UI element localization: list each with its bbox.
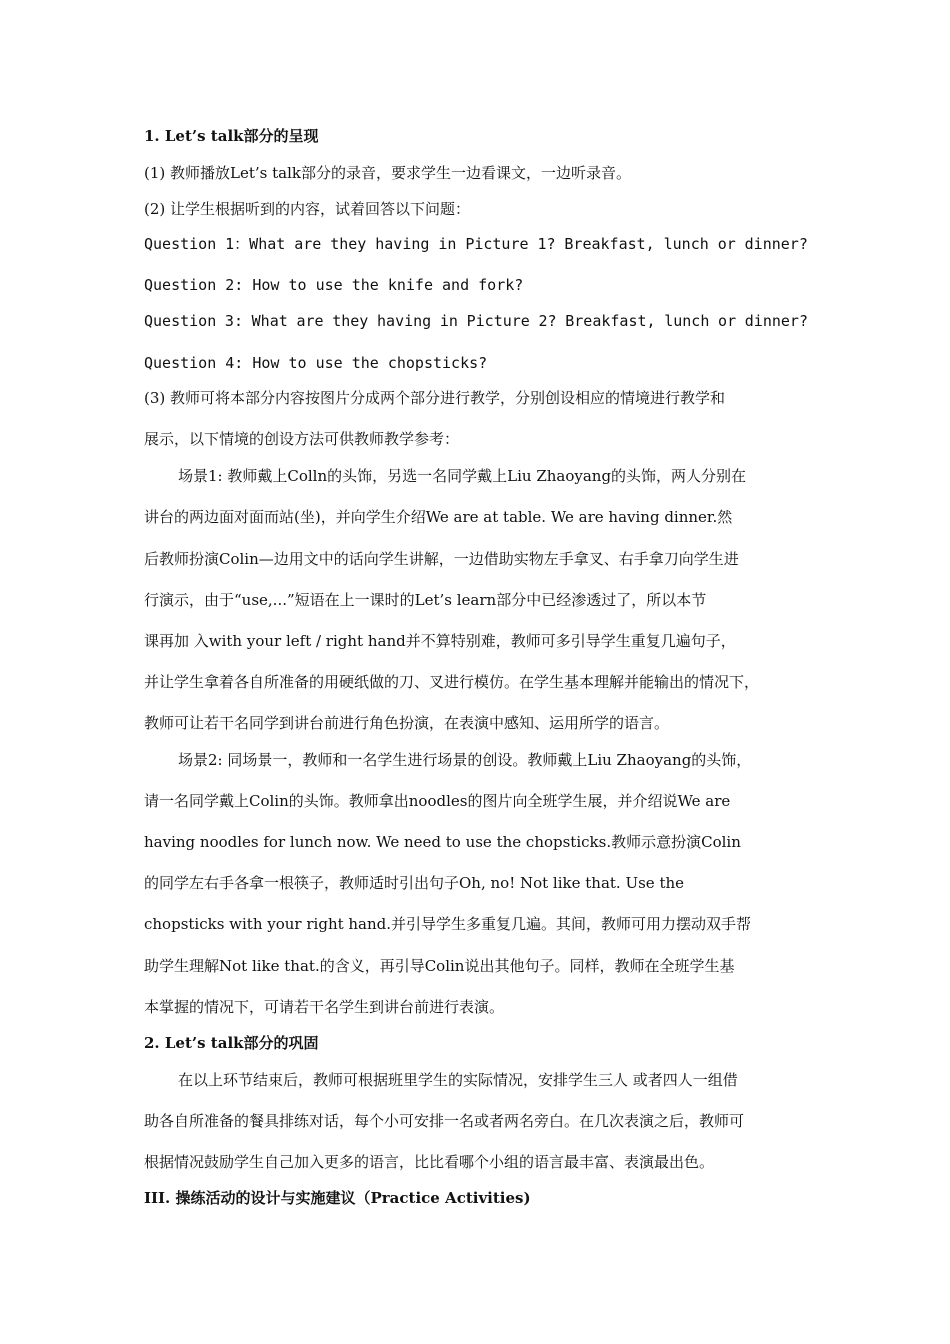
- scene-1-line: 课再加 入with your left / right hand并不算特别难，教师可多引导学生重复几遍句子，: [144, 632, 736, 650]
- consolidation-line: 助各自所准备的餐具排练对话，每个小可安排一名或者两名旁白。在几次表演之后，教师可: [144, 1112, 745, 1130]
- question-2: Question 2: How to use the knife and fork?: [144, 276, 524, 294]
- word: or: [717, 235, 736, 253]
- word: are: [294, 235, 322, 253]
- word: Picture: [465, 235, 529, 253]
- word: Breakfast,: [564, 235, 655, 253]
- word: dinner?: [744, 235, 808, 253]
- word: they: [332, 312, 369, 330]
- word: Breakfast,: [565, 312, 656, 330]
- step-3-line-2: 展示，以下情境的创设方法可供教师教学参考：: [144, 430, 460, 448]
- question-1: [144, 233, 808, 255]
- scene-2-line: having noodles for lunch now. We need to use the chopsticks.教师示意扮演Colin: [144, 833, 741, 851]
- step-1-text: (1) 教师播放Let’s talk部分的录音，要求学生一边看课文，一边听录音。: [144, 164, 631, 182]
- word: Question: [144, 312, 217, 330]
- word: Picture: [466, 312, 530, 330]
- section-heading-talk-consolidation: 2. Let’s talk部分的巩固: [144, 1034, 319, 1052]
- word: dinner?: [744, 312, 808, 330]
- scene-1-line: 讲台的两边面对面而站(坐)，并向学生介绍We are at table. We are having dinner.然: [144, 508, 733, 526]
- scene-2-line: 助学生理解Not like that.的含义，再引导Colin说出其他句子。同样，教师在全班学生基: [144, 957, 735, 975]
- word: or: [718, 312, 737, 330]
- word: lunch: [664, 312, 710, 330]
- step-3-line-1: (3) 教师可将本部分内容按图片分成两个部分进行教学，分别创设相应的情境进行教学和: [144, 389, 726, 407]
- question-4: Question 4: How to use the chopsticks?: [144, 354, 488, 372]
- word: Question: [144, 235, 217, 253]
- word: having: [375, 235, 430, 253]
- scene-1-line: 行演示，由于“use,...”短语在上一课时的Let’s learn部分中已经渗透过了，所以本节: [144, 591, 707, 609]
- scene-2-line: 的同学左右手各拿一根筷子，教师适时引出句子Oh, no! Not like that. Use the: [144, 874, 685, 892]
- scene-1-line: 教师可让若干名同学到讲台前进行角色扮演，在表演中感知、运用所学的语言。: [144, 714, 670, 732]
- scene-2-line: 请一名同学戴上Colin的头饰。教师拿出noodles的图片向全班学生展，并介绍说We are: [144, 792, 731, 810]
- scene-2-line: 本掌握的情况下，可请若干名学生到讲台前进行表演。: [144, 998, 505, 1016]
- word: having: [377, 312, 432, 330]
- consolidation-line: 在以上环节结束后，教师可根据班里学生的实际情况，安排学生三人 或者四人一组借: [178, 1071, 738, 1089]
- section-heading-talk-presentation: 1. Let’s talk部分的呈现: [144, 127, 319, 145]
- word: 1?: [537, 235, 556, 253]
- question-3: [144, 310, 808, 332]
- step-2-text: (2) 让学生根据听到的内容，试着回答以下问题：: [144, 200, 471, 218]
- section-heading-practice-activities: III. 操练活动的设计与实施建议（Practice Activities): [144, 1189, 531, 1207]
- consolidation-line: 根据情况鼓励学生自己加入更多的语言，比比看哪个小组的语言最丰富、表演最出色。: [144, 1153, 715, 1171]
- scene-1-line: 后教师扮演Colin—边用文中的话向学生讲解，一边借助实物左手拿叉、右手拿刀向学生进: [144, 550, 739, 568]
- scene-2-line: chopsticks with your right hand.并引导学生多重复几遍。其间，教师可用力摆动双手帮: [144, 915, 752, 933]
- word: are: [296, 312, 324, 330]
- word: they: [330, 235, 367, 253]
- word: in: [438, 235, 457, 253]
- word: lunch: [663, 235, 709, 253]
- word: What: [251, 312, 288, 330]
- word: in: [439, 312, 458, 330]
- scene-1-line: 并让学生拿着各自所准备的用硬纸做的刀、叉进行模仿。在学生基本理解并能输出的情况下，: [144, 673, 760, 691]
- scene-2-line: 场景2: 同场景一，教师和一名学生进行场景的创设。教师戴上Liu Zhaoyang的头饰，: [178, 751, 752, 769]
- word: 1：What: [225, 235, 286, 253]
- word: 2?: [538, 312, 557, 330]
- scene-1-line: 场景1: 教师戴上Colln的头饰，另选一名同学戴上Liu Zhaoyang的头饰，两人分别在: [178, 467, 747, 485]
- word: 3:: [224, 312, 243, 330]
